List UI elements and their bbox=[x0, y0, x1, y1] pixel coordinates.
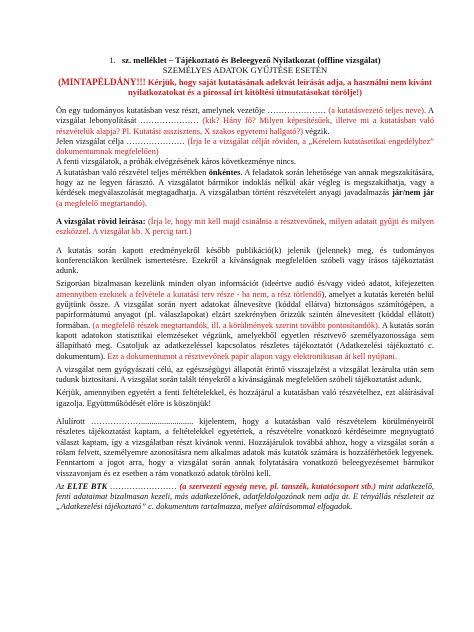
instruction-aim: (Írja le a vizsgálat célját röviden, a „Kérelem kutatásetikai engedélyhez” dokumentumnak megfelelően) bbox=[56, 136, 435, 157]
confidentiality-text: A kutatás során kapott adatokon statisztikai elemzéseket végzünk, amelyekből egyetlen résztvevő személyazonossága sem állapítható meg. Csatoljuk az adatkezeléssel kapcsolatos részletes tájékoztatót (Adatkezelési tájékoztató c. dokumentum). bbox=[56, 320, 434, 361]
short-description bbox=[56, 217, 434, 238]
confidentiality-text: ), amelyet a kutatás keretén belül gyűjtünk össze. A vizsgálat során nyert adatokat álnevesítve (kóddal ellátva) biztonságos számítógépen, a papírformátumú anyagot (pl. válaszlapokat) elzárt szekrényben őrizzük szintén álnevesített (kóddal ellátott) formában. bbox=[56, 289, 435, 330]
sample-warning-text: Kérjük, hogy saját kutatásának adekvát leírását adja, a használni nem kívánt nyilatkozatokat és a pirossal írt kitöltési útmutatásokat törölje!) bbox=[127, 76, 432, 98]
instruction-short-description: (Írja le, hogy mit kell majd csinálnia a résztvevőnek, milyen adatait gyűjti és milyen eszközzel. A vizsgálat kb. X percig tart.) bbox=[56, 216, 434, 237]
publication-paragraph: A kutatás során kapott eredményekről később publikáció(k) jelenik (jelennek) meg, és tudományos konferenciákon kerülnek ismertetésre. Ezekről a kívánságnak megfelelően szóbeli vagy írásos tájékoztatást adunk. bbox=[56, 245, 434, 276]
controller-text: Az bbox=[56, 481, 67, 491]
instruction-payment: (a megfelelő megtartandó). bbox=[56, 198, 147, 208]
annex-number: 1. bbox=[109, 55, 116, 65]
annex-title bbox=[56, 55, 434, 65]
confidentiality-text: Szigorúan bizalmasan kezelünk minden olyan információt (ideértve audió és/vagy videó adatot, kifejezetten bbox=[56, 279, 434, 289]
voluntary-bold: önkéntes bbox=[208, 167, 241, 177]
intro-paragraph-aim bbox=[56, 137, 434, 158]
instruction-document: Ezt a dokumentumot a résztvevőnek papír alapon vagy elektronikusan át kell nyújtani. bbox=[107, 351, 397, 361]
intro-paragraph-harm: A fenti vizsgálatok, a próbák elvégzésének káros következménye nincs. bbox=[56, 157, 296, 167]
controller-dots: …………………… bbox=[107, 481, 180, 491]
controller-paragraph bbox=[56, 482, 434, 513]
short-description-sep: : bbox=[142, 216, 148, 226]
sample-warning-lead: (MINTAPÉLDÁNY!!! bbox=[58, 76, 146, 87]
controller-org: ELTE BTK bbox=[67, 481, 108, 491]
instruction-storage: (a megfelelő részek megtartandók, ill. a körülmények szerint további pontosítandók). bbox=[92, 320, 380, 330]
intro-text: végzik. bbox=[302, 126, 330, 136]
instruction-recording: amennyiben ezeknek a felvétele a kutatási terv része - ha nem, a rész törlendő bbox=[56, 289, 322, 299]
request-paragraph: Kérjük, amennyiben egyetért a fenti feltételekkel, és hozzájárul a kutatásban való részvételhez, ezt aláírásával igazolja. Együttműködését előre is köszönjük! bbox=[56, 388, 434, 408]
consent-paragraph: Alulírott ………………......................... kijelentem, hogy a kutatásban való részvételem körülményeiről részletes tájékoztatást kaptam, a feltételekkel egyetértek, a részvételre vonatkozó kérdéseimre megnyugtató választ kaptam, így a vizsgálatban részt kívánok venni. Hozzájárulok továbbá ahhoz, hogy a vizsgálat során a rólam felvett, személyemre azonosításra nem alkalmas adatok más kutatók számára is hozzáférhetőek legyenek. Fenntartom a jogot arra, hogy a vizsgálat során annak folytatására vonatkozó beleegyezésemet bármikor visszavonjam és ez esetben a rám vonatkozó adatok törölni kell. bbox=[56, 417, 434, 478]
intro-paragraph-leader bbox=[56, 106, 434, 137]
confidentiality-paragraph bbox=[56, 279, 434, 361]
medical-paragraph: A vizsgálat nem gyógyászati célú, az egészségügyi állapotát érintő visszajelzést a vizsgálat lezárulta után sem tudunk biztosítani. A vizsgálat során talált tényekről a kívánságának megfelelően szóbeli tájékoztatást adunk. bbox=[56, 364, 434, 385]
annex-title-text: sz. melléklet – Tájékoztató és Beleegyező Nyilatkozat (offline vizsgálat) bbox=[121, 55, 381, 65]
intro-paragraph-voluntary bbox=[56, 168, 434, 209]
controller-text: mint adatkezelő, fenti adataimat bizalmasan kezeli, más adatkezelőnek, adatfeldolgozónak nem adja át. E tényállás részleteit az „Adatkezelési tájékoztató” c. dokumentum tartalmazza, melyet aláírásommal elfogadok. bbox=[56, 481, 434, 512]
instruction-leader-name: (a kutatásvezető teljes neve). bbox=[328, 106, 427, 115]
instruction-staff: (kik? Hány fő? Milyen képesítésűek, illetve mi a kutatásban való részvételük alapja? Pl. Kutatási asszisztens, X szakos egyetemi hallgató?) bbox=[56, 116, 435, 136]
sample-warning bbox=[56, 77, 434, 98]
voluntary-text: . A feladatok során lehetősége van annak megszakítására, hogy az ne legyen fárasztó. A vizsgálatot bármikor indoklás nélkül akár végleg is megszakíthatja, vagy a kérdések megválaszolását megtagadhatja. A vizsgálatban történt részvételért anyagi javadalmazás bbox=[56, 167, 434, 198]
annex-subtitle: SZEMÉLYES ADATOK GYŰJTÉSE ESETÉN bbox=[162, 65, 328, 76]
intro-text: A vizsgálat lebonyolítását ………………… bbox=[56, 106, 435, 126]
instruction-unit-name: (a szervezeti egység neve, pl. tanszék, kutatócsoport stb.) bbox=[179, 481, 376, 491]
short-description-label: A vizsgálat rövid leírása bbox=[56, 216, 143, 226]
payment-bold: jár/nem jár bbox=[392, 188, 434, 198]
voluntary-text: A kutatásban való részvétel teljes mértékben bbox=[56, 167, 209, 177]
aim-text: Jelen vizsgálat célja ………………… bbox=[56, 136, 188, 146]
intro-text: Ön egy tudományos kutatásban vesz részt, amelynek vezetője ………………… bbox=[56, 106, 329, 115]
